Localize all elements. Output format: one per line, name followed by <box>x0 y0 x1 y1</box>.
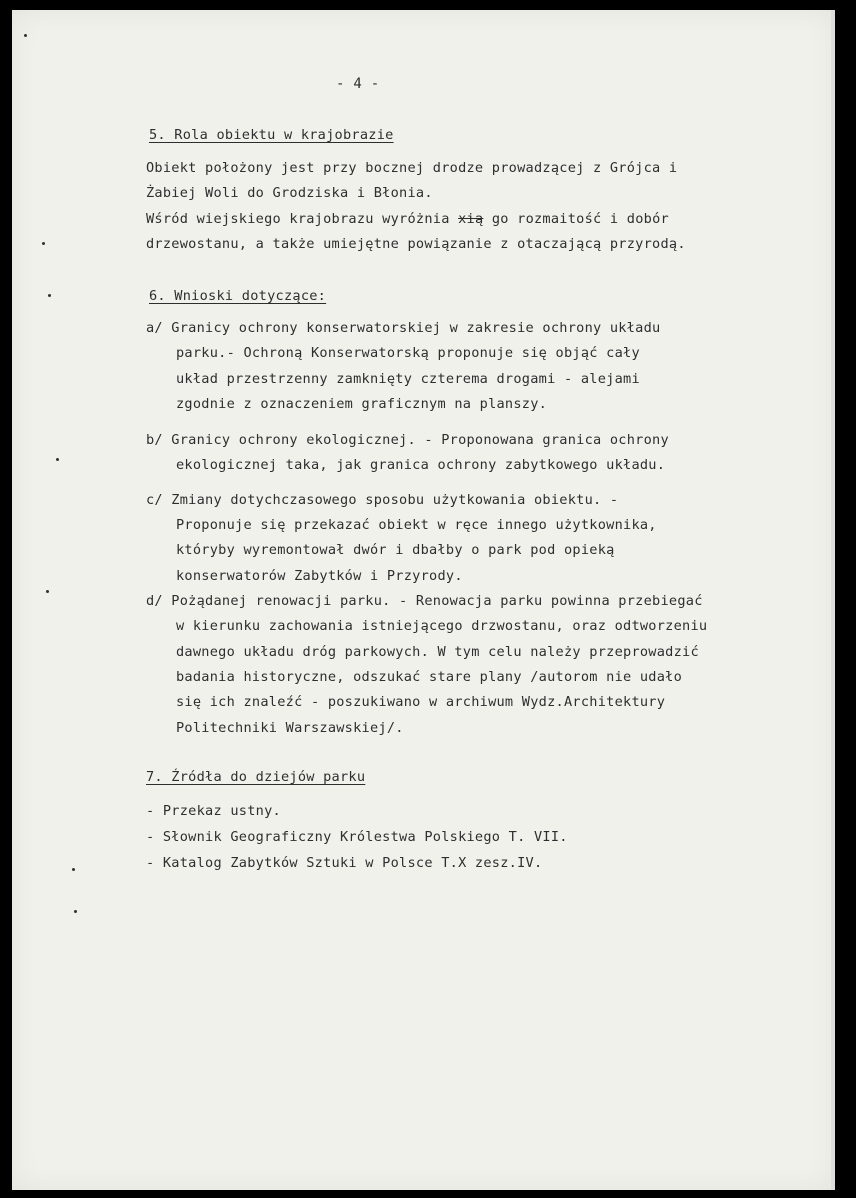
page-number: - 4 - <box>336 76 380 92</box>
section-5-line-part: Wśród wiejskiego krajobrazu wyróżnia <box>146 211 450 227</box>
section-6-heading: 6. Wnioski dotyczące: <box>149 288 327 304</box>
item-c-line: któryby wyremontował dwór i dbałby o park pod opieką <box>176 542 615 558</box>
document-page <box>12 10 835 1190</box>
item-d-line: Politechniki Warszawskiej/. <box>176 720 404 736</box>
page-edge <box>831 10 835 1190</box>
item-c-line: konserwatorów Zabytków i Przyrody. <box>176 568 463 584</box>
margin-mark <box>46 590 49 593</box>
item-c-line: Proponuje się przekazać obiekt w ręce innego użytkownika, <box>176 517 657 533</box>
section-5-line: Obiekt położony jest przy bocznej drodze prowadzącej z Grójca i <box>146 160 678 176</box>
margin-mark <box>72 868 75 871</box>
section-7-heading: 7. Źródła do dziejów parku <box>146 769 366 785</box>
section-5-line-part: go rozmaitość i dobór <box>491 211 669 227</box>
section-5-line: drzewostanu, a także umiejętne powiązanie z otaczającą przyrodą. <box>146 236 686 252</box>
margin-mark <box>48 294 51 297</box>
source-item: - Katalog Zabytków Sztuki w Polsce T.X zesz.IV. <box>146 855 543 871</box>
item-d-line: w kierunku zachowania istniejącego drzwostanu, oraz odtworzeniu <box>176 618 708 634</box>
section-5-line <box>146 207 669 231</box>
source-item: - Przekaz ustny. <box>146 803 281 819</box>
margin-mark <box>56 458 59 461</box>
section-5-heading: 5. Rola obiektu w krajobrazie <box>149 127 394 143</box>
item-a-line: a/ Granicy ochrony konserwatorskiej w zakresie ochrony układu <box>146 320 661 336</box>
item-d-line: się ich znaleźć - poszukiwano w archiwum Wydz.Architektury <box>176 694 666 710</box>
margin-mark <box>42 242 45 245</box>
source-item: - Słownik Geograficzny Królestwa Polskiego T. VII. <box>146 829 568 845</box>
item-c-line: c/ Zmiany dotychczasowego sposobu użytkowania obiektu. - <box>146 492 619 508</box>
section-5-line: Żabiej Woli do Grodziska i Błonia. <box>146 185 433 201</box>
margin-mark <box>24 34 27 37</box>
margin-mark <box>74 910 77 913</box>
item-d-line: badania historyczne, odszukać stare plany /autorom nie udało <box>176 669 683 685</box>
item-a-line: układ przestrzenny zamknięty czterema drogami - alejami <box>176 371 640 387</box>
item-b-line: b/ Granicy ochrony ekologicznej. - Proponowana granica ochrony <box>146 432 669 448</box>
item-d-line: dawnego układu dróg parkowych. W tym celu należy przeprowadzić <box>176 644 699 660</box>
struck-out-word: xią <box>458 211 484 227</box>
item-a-line: parku.- Ochroną Konserwatorską proponuje się objąć cały <box>176 345 640 361</box>
item-a-line: zgodnie z oznaczeniem graficznym na planszy. <box>176 396 548 412</box>
item-d-line: d/ Pożądanej renowacji parku. - Renowacja parku powinna przebiegać <box>146 593 703 609</box>
item-b-line: ekologicznej taka, jak granica ochrony zabytkowego układu. <box>176 457 666 473</box>
